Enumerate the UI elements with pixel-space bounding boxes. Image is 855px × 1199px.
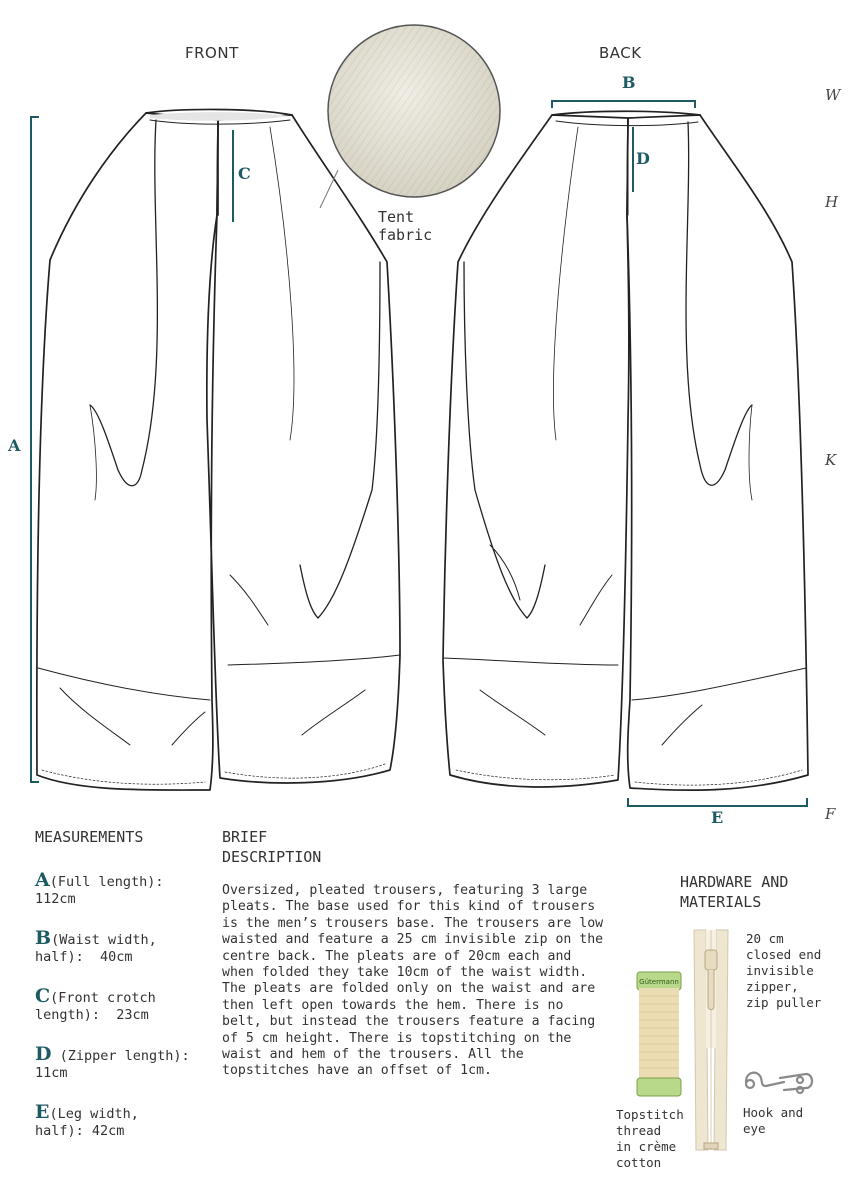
thread-spool-image (634, 970, 684, 1100)
description-body: Oversized, pleated trousers, featuring 3 large pleats. The base used for this kind of trousers is the men’s trousers base. The trousers are low waisted and feature a 25 cm invisible zip on the centre back. The pleats are of 20cm each and when folded they take 10cm of the waist width. The pleats are folded only on the waist and are then left open towards the hem. There is no belt, but instead the trousers feature a facing of 5 cm height. There is topstitching on the waist and hem of the trousers. All the topstitches have an offset of 1cm. (222, 883, 604, 1079)
front-view-title: FRONT (185, 44, 239, 62)
zipper-label: 20 cm closed end invisible zipper, zip puller (746, 931, 822, 1010)
level-hip-label: H (825, 193, 839, 211)
description-title: BRIEF DESCRIPTION (222, 828, 322, 866)
thread-brand-text: Gütermann (639, 978, 679, 986)
measurement-item: E(Leg width, half): 42cm (35, 1101, 139, 1139)
measurement-item: B(Waist width, half): 40cm (35, 927, 157, 965)
level-floor-label: F (825, 805, 836, 823)
measurement-item: A(Full length): 112cm (35, 869, 164, 907)
hook-and-eye-image (740, 1060, 820, 1100)
fabric-swatch (320, 25, 500, 208)
back-view-title: BACK (599, 44, 642, 62)
front-right-leg-outline (207, 115, 400, 783)
measurement-item: C(Front crotch length): 23cm (35, 985, 156, 1023)
hook-and-eye-label: Hook and eye (743, 1105, 804, 1136)
level-waist-label: W (825, 86, 841, 104)
dim-a-line (31, 117, 39, 782)
dim-e-line (628, 798, 807, 806)
measurement-item: D (Zipper length): 11cm (35, 1043, 190, 1081)
zipper-image (686, 928, 736, 1153)
fabric-label: Tent fabric (378, 208, 433, 244)
hardware-title: HARDWARE AND MATERIALS (680, 873, 789, 911)
dim-b-line (552, 101, 695, 108)
dim-d-label: D (636, 149, 650, 168)
dim-b-label: B (622, 73, 636, 92)
dim-a-label: A (8, 436, 21, 455)
measurements-list (35, 869, 215, 1162)
dim-e-label: E (711, 808, 724, 827)
back-right-leg-outline (627, 115, 808, 790)
dim-c-label: C (238, 164, 251, 183)
measurements-title: MEASUREMENTS (35, 828, 144, 846)
level-knee-label: K (825, 451, 837, 469)
thread-label: Topstitch thread in crème cotton (616, 1107, 684, 1170)
